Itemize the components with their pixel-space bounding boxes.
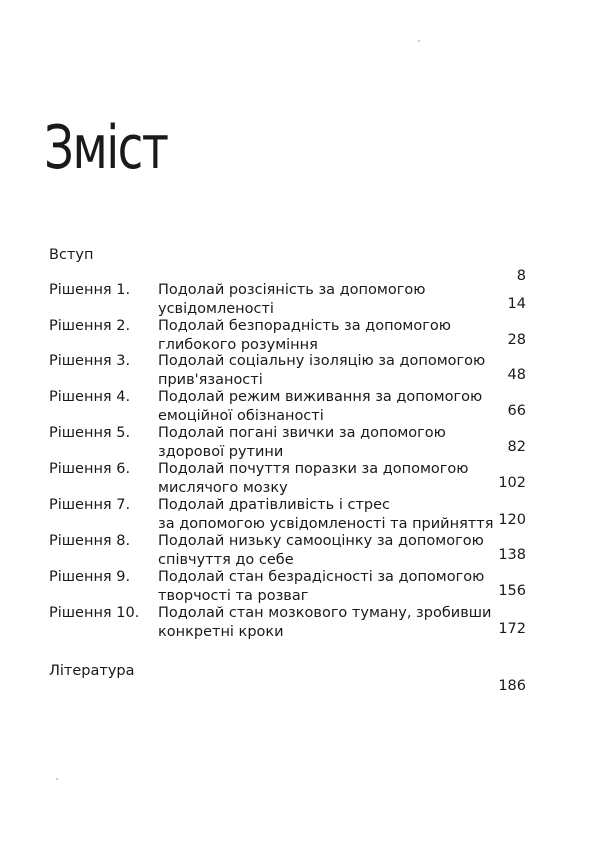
toc-entry-page: 28 [507,332,526,348]
toc-entry-title [158,352,485,390]
toc-entry-page: 14 [507,296,526,312]
toc-entry-page: 138 [498,547,526,563]
toc-entry-title [158,281,425,319]
toc-entry-title-line: емоційної обізнаності [158,408,324,424]
toc-entry-page: 156 [498,583,526,599]
toc-entry-label: Рішення 4. [49,389,131,405]
toc-entry-page: 82 [507,439,526,455]
toc-entry-page: 102 [498,475,526,491]
toc-entry-title [158,568,484,606]
toc-entry-label: Рішення 3. [49,353,131,369]
toc-references-label: Література [49,663,135,679]
toc-intro-label: Вступ [49,247,94,263]
toc-entry-title [158,604,491,642]
toc-entry-label: Рішення 2. [49,318,131,334]
toc-entry-page: 66 [507,403,526,419]
toc-entry-page: 172 [498,621,526,637]
toc-entry-title [158,317,451,355]
toc-entry-title-line: Подолай почуття поразки за допомогою [158,461,469,477]
toc-entry-title [158,388,482,426]
toc-entry-title-line: глибокого розуміння [158,337,318,353]
toc-entry-title-line: Подолай дратівливість і стрес [158,497,390,513]
toc-entry-title [158,424,446,462]
toc-entry-label: Рішення 1. [49,282,131,298]
toc-entry-title [158,460,468,498]
toc-entry-title-line: Подолай низьку самооцінку за допомогою [158,533,484,549]
toc-entry-page: 48 [507,367,526,383]
toc-entry-title-line: Подолай соціальну ізоляцію за допомогою [158,353,486,369]
toc-intro-page: 8 [516,268,526,284]
toc-entry-title-line: Подолай розсіяність за допомогою [158,282,426,298]
toc-entry-label: Рішення 9. [49,569,131,585]
toc-entry-title-line: творчості та розваг [158,588,309,604]
toc-entry-page: 120 [498,512,526,528]
toc-entry-title-line: співчуття до себе [158,552,294,568]
toc-entry-title-line: конкретні кроки [158,624,284,640]
toc-entry-title-line: Подолай стан мозкового туману, зробивши [158,605,492,621]
toc-entry-title-line: Подолай режим виживання за допомогою [158,389,483,405]
toc-entry-title [158,496,493,534]
scan-speck [418,40,420,42]
toc-entry-title-line: Подолай стан безрадісності за допомогою [158,569,485,585]
page-title: Зміст [44,113,168,183]
toc-entry-title-line: за допомогою усвідомленості та прийняття [158,516,494,532]
toc-entry-title [158,532,484,570]
toc-entry-title-line: мислячого мозку [158,480,288,496]
toc-entry-title-line: Подолай безпорадність за допомогою [158,318,451,334]
toc-entry-title-line: Подолай погані звички за допомогою [158,425,446,441]
toc-entry-title-line: прив'язаності [158,372,263,388]
toc-entry-label: Рішення 5. [49,425,131,441]
toc-references-page: 186 [498,678,526,694]
toc-entry-label: Рішення 7. [49,497,131,513]
toc-entry-title-line: здорової рутини [158,444,284,460]
toc-entry-label: Рішення 6. [49,461,131,477]
toc-entry-label: Рішення 10. [49,605,140,621]
scan-speck [56,778,58,780]
toc-entry-label: Рішення 8. [49,533,131,549]
toc-entry-title-line: усвідомленості [158,301,274,317]
